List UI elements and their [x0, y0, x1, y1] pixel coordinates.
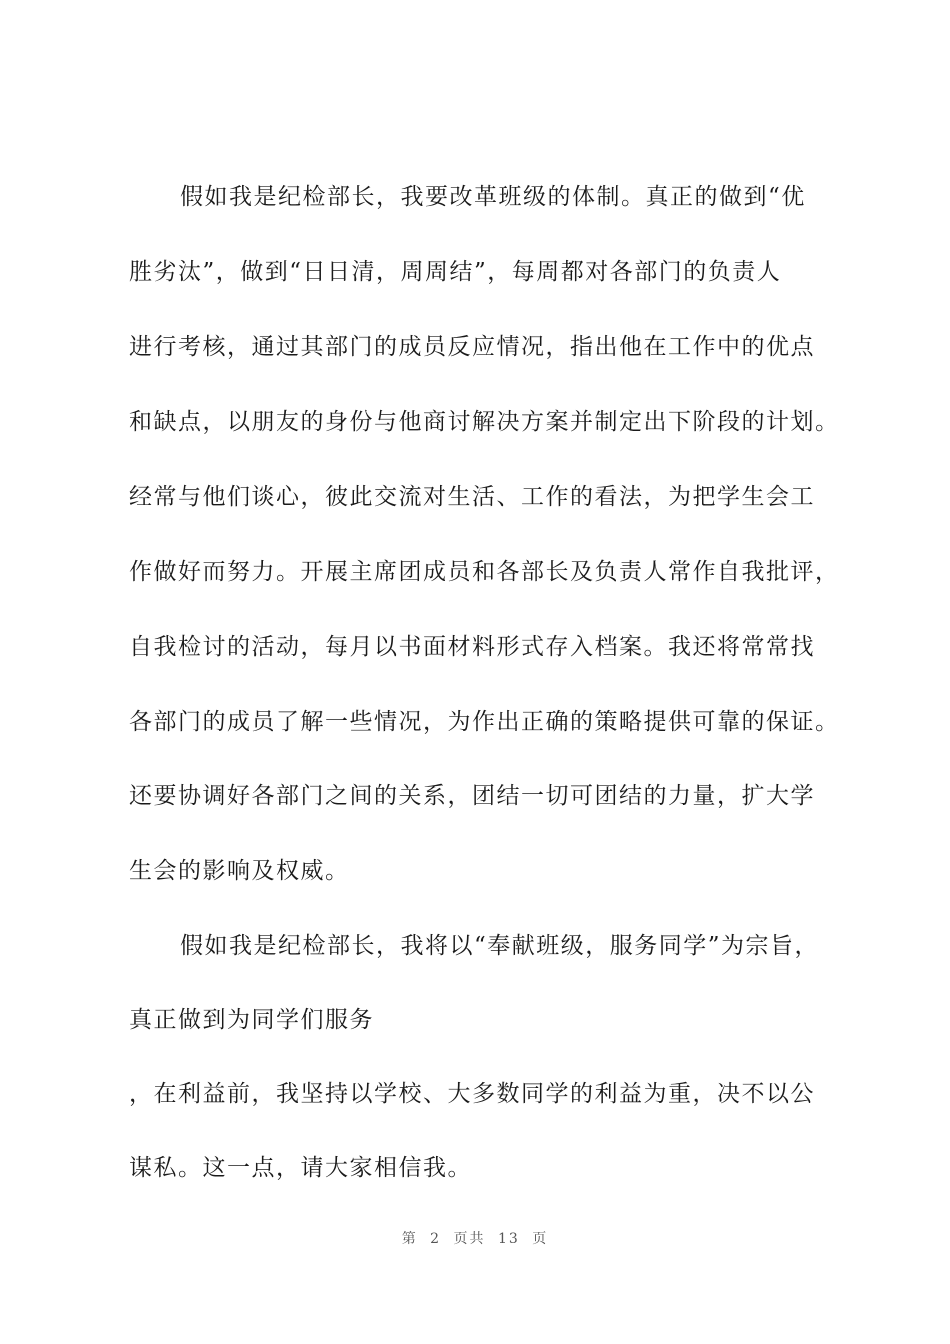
paragraph-1-line-2: 胜劣汰”，做到“日日清，周周结”，每周都对各部门的负责人	[129, 259, 782, 285]
paragraph-3-line-2: 谋私。这一点，请大家相信我。	[129, 1155, 472, 1181]
paragraph-1-line-1: 假如我是纪检部长，我要改革班级的体制。真正的做到“优	[180, 184, 806, 210]
paragraph-1-line-5: 经常与他们谈心，彼此交流对生活、工作的看法，为把学生会工	[129, 484, 815, 510]
paragraph-1-line-7: 自我检讨的活动，每月以书面材料形式存入档案。我还将常常找	[129, 634, 815, 660]
paragraph-1-line-8: 各部门的成员了解一些情况，为作出正确的策略提供可靠的保证。	[129, 709, 840, 735]
page-number-footer: 第 2 页共 13 页	[401, 1231, 549, 1247]
paragraph-2-line-2: 真正做到为同学们服务	[129, 1007, 374, 1033]
paragraph-1-line-10: 生会的影响及权威。	[129, 858, 350, 884]
paragraph-2-line-1: 假如我是纪检部长，我将以“奉献班级，服务同学”为宗旨，	[180, 933, 820, 959]
paragraph-1-line-9: 还要协调好各部门之间的关系，团结一切可团结的力量，扩大学	[129, 783, 815, 809]
paragraph-1-line-3: 进行考核，通过其部门的成员反应情况，指出他在工作中的优点	[129, 334, 815, 360]
paragraph-1-line-4: 和缺点，以朋友的身份与他商讨解决方案并制定出下阶段的计划。	[129, 409, 840, 435]
paragraph-1-line-6: 作做好而努力。开展主席团成员和各部长及负责人常作自我批评，	[129, 559, 840, 585]
paragraph-3-line-1: ，在利益前，我坚持以学校、大多数同学的利益为重，决不以公	[129, 1081, 815, 1107]
